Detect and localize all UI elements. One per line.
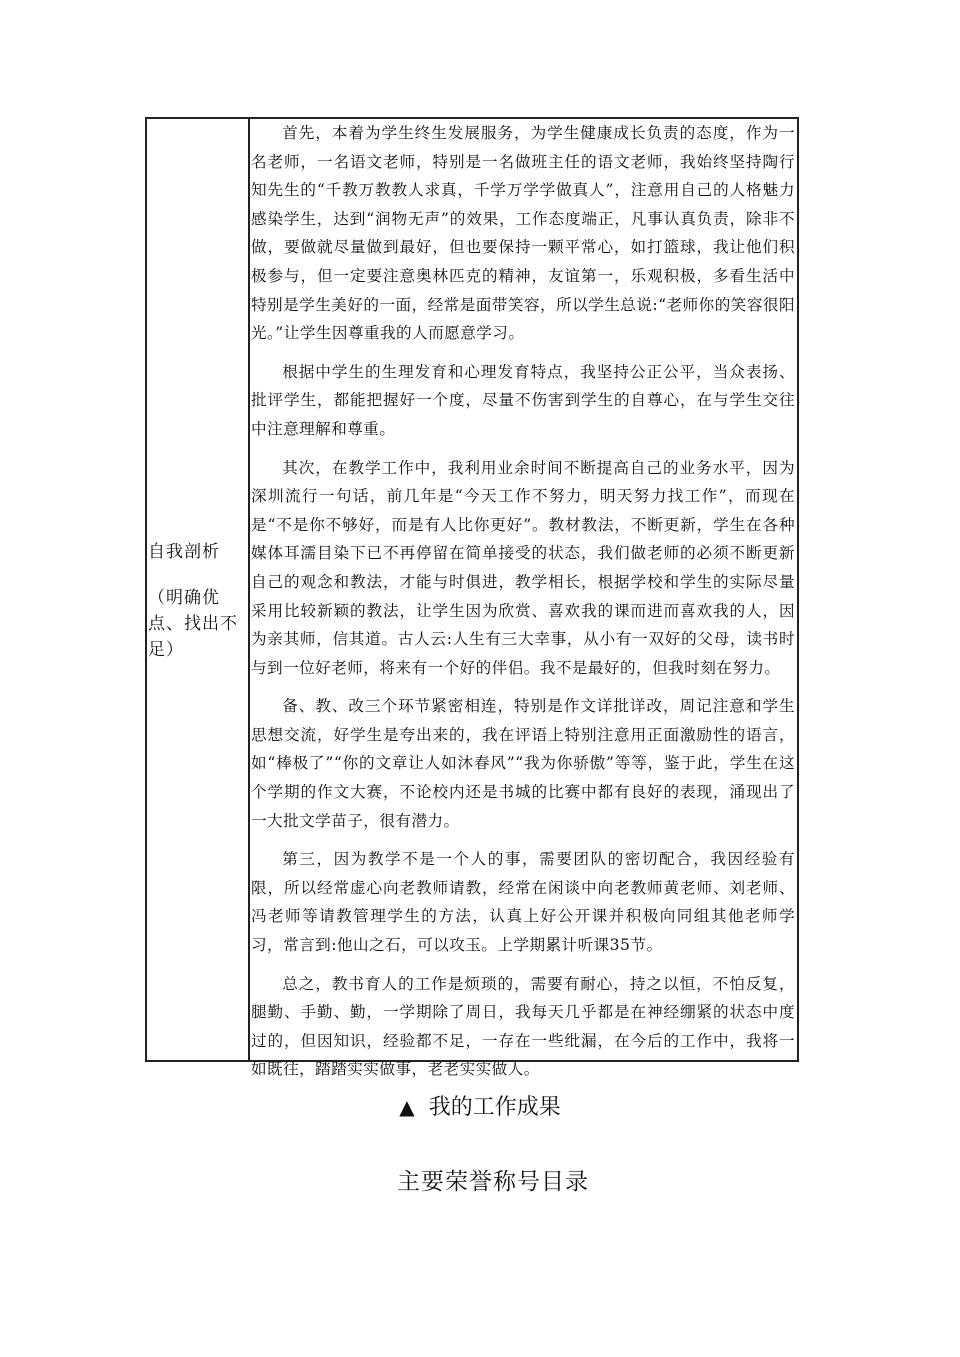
paragraph-teamwork: 第三，因为教学不是一个人的事，需要团队的密切配合，我因经验有限，所以经常虚心向老教师请教，经常在闲谈中向老教师黄老师、刘老师、冯老师等请教管理学生的方法，认真上好公开课并积极向同组其他老师学习，常言到:他山之石，可以攻玉。上学期累计听课35节。 [251,850,795,955]
section-title: 我的工作成果 [428,1095,561,1120]
paragraph-fairness: 根据中学生的生理发育和心理发育特点，我坚持公正公平，当众表扬、批评学生，都能把握好一个度，尽量不伤害到学生的自尊心，在与学生交往中注意理解和尊重。 [251,362,795,438]
paragraph-teaching: 其次，在教学工作中，我利用业余时间不断提高自己的业务水平，因为深圳流行一句话，前几年是“今天工作不努力，明天努力找工作”，而现在是“不是你不够好，而是有人比你更好”。教材教法，不断更新，学生在各种媒体耳濡目染下已不再停留在简单接受的状态，我们做老师的必须不断更新自己的观念和教法，才能与时俱进，教学相长，根据学校和学生的实际尽量采用比较新颖的教法，让学生因为欣赏、喜欢我的课而进而喜欢我的人，因为亲其师，信其道。古人云:人生有三大幸事，从小有一双好的父母，读书时与到一位好老师，将来有一个好的伴侣。我不是最好的，但我时刻在努力。 [251,458,795,677]
content-cell [250,119,797,1079]
section-heading [0,1092,960,1123]
triangle-up-icon: ▲ [399,1095,415,1119]
paragraph-summary: 总之，教书育人的工作是烦琐的，需要有耐心，持之以恒，不怕反复，腿勤、手勤、勤，一学期除了周日，我每天几乎都是在神经绷紧的状态中度过的，但因知识，经验都不足，一存在一些纰漏，在今后的工作中，我将一如既往，踏踏实实做事，老老实实做人。 [251,974,795,1079]
paragraph-grading: 备、教、改三个环节紧密相连，特别是作文详批详改，周记注意和学生思想交流，好学生是夸出来的，我在评语上特别注意用正面激励性的语言，如“棒极了”“你的文章让人如沐春风”“我为你骄傲”等等，鉴于此，学生在这个学期的作文大赛，不论校内还是书城的比赛中都有良好的表现，涌现出了一大批文学苗子，很有潜力。 [251,697,795,830]
self-analysis-table [145,117,799,1079]
label-title: 自我剖析 [148,541,220,562]
paragraph-attitude: 首先，本着为学生终生发展服务，为学生健康成长负责的态度，作为一名老师，一名语文老师，特别是一名做班主任的语文老师，我始终坚持陶行知先生的“千教万教教人求真，千学万学学做真人”，注意用自己的人格魅力感染学生，达到“润物无声”的效果，工作态度端正，凡事认真负责，除非不做，要做就尽量做到最好，但也要保持一颗平常心，如打篮球，我让他们积极参与，但一定要注意奥林匹克的精神，友谊第一，乐观积极，多看生活中特别是学生美好的一面，经常是面带笑容，所以学生总说:“老师你的笑容很阳光。”让学生因尊重我的人而愿意学习。 [251,124,795,343]
subsection-heading: 主要荣誉称号目录 [397,1169,589,1195]
label-subtitle: （明确优点、找出不足） [148,587,238,660]
label-cell [147,119,250,1060]
